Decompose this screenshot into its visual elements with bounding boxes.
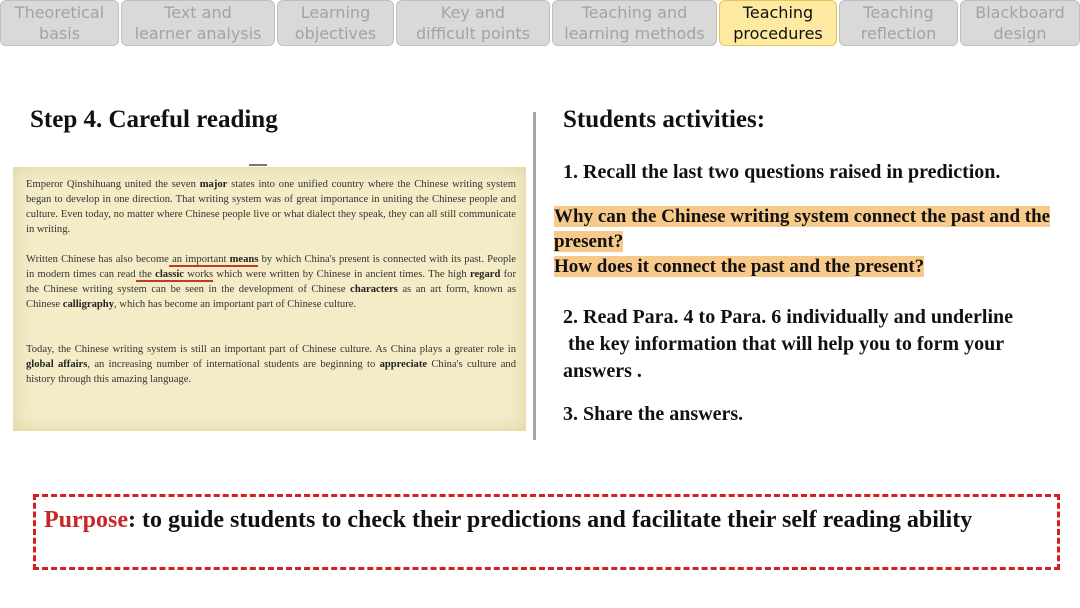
tab-teaching-reflection[interactable]: Teaching reflection xyxy=(839,0,958,46)
underline-important-means xyxy=(169,254,259,267)
tab-blackboard-design[interactable]: Blackboard design xyxy=(960,0,1080,46)
p2-text: by which China's present is connected with its past. People in modern times can read xyxy=(26,254,517,280)
p2-text: as an art form, known as Chinese xyxy=(26,284,516,310)
activities-title: Students activities: xyxy=(563,106,766,133)
p2-underlined: an important xyxy=(168,254,230,265)
activity-1: 1. Recall the last two questions raised in prediction. xyxy=(563,161,1001,183)
scan-mark xyxy=(249,164,267,166)
tab-teaching-procedures[interactable]: Teaching procedures xyxy=(719,0,837,46)
activity-2-line-1: 2. Read Para. 4 to Para. 6 individually and underline xyxy=(563,306,1014,328)
p2-keyword-means: means xyxy=(229,254,259,265)
p1-text: Emperor Qinshihuang united the seven xyxy=(26,179,200,190)
activity-3: 3. Share the answers. xyxy=(563,403,744,425)
purpose-text: : to guide students to check their predictions and facilitate their self reading ability xyxy=(128,507,973,533)
tab-key-difficult-points[interactable]: Key and difficult points xyxy=(396,0,550,46)
activity-2-line-3: answers . xyxy=(563,360,642,382)
p2-keyword-regard: regard xyxy=(469,269,501,280)
passage-paragraph-1 xyxy=(26,177,516,237)
p3-text: Today, the Chinese writing system is still an important part of Chinese culture. As China plays a greater role in xyxy=(26,344,516,355)
passage-paragraph-2 xyxy=(26,252,516,312)
question-1-highlight: Why can the Chinese writing system connect the past and the present? xyxy=(554,206,1051,252)
underline-classic-works xyxy=(136,269,214,282)
p2-text: Written Chinese has also become xyxy=(26,254,169,265)
question-2-highlight: How does it connect the past and the present? xyxy=(554,256,925,277)
tab-theoretical-basis[interactable]: Theoretical basis xyxy=(0,0,119,46)
tab-learning-objectives[interactable]: Learning objectives xyxy=(277,0,394,46)
p3-text: , an increasing number of international students are beginning to xyxy=(87,359,380,370)
p2-text: which were written by Chinese in ancient times. The high xyxy=(213,269,470,280)
purpose-box xyxy=(33,494,1060,570)
p2-underlined: the xyxy=(135,269,156,280)
textbook-passage-image xyxy=(13,167,526,431)
prediction-questions xyxy=(554,204,1054,279)
p3-keyword-global-affairs: global affairs xyxy=(26,359,88,370)
purpose-label: Purpose xyxy=(44,507,128,533)
p2-text: , which has become an important part of Chinese culture. xyxy=(114,299,357,310)
section-tab-bar xyxy=(0,0,1080,48)
p1-text-rest: states into one unified country where the Chinese writing system began to develop in one direction. That writing system was of great importance in uniting the Chinese people and culture. Even today, no matter where Chinese people live or what dialect they speak, they can all still communicate in writing. xyxy=(26,179,516,235)
p2-text: for the Chinese writing system can be seen in the development of Chinese xyxy=(26,269,517,295)
passage-paragraph-3 xyxy=(26,342,516,387)
p2-keyword-classic: classic xyxy=(155,269,184,280)
p2-keyword-characters: characters xyxy=(350,284,398,295)
tab-text-learner-analysis[interactable]: Text and learner analysis xyxy=(121,0,275,46)
step-title: Step 4. Careful reading xyxy=(30,106,278,133)
tab-teaching-learning-methods[interactable]: Teaching and learning methods xyxy=(552,0,717,46)
p3-text: China's culture and history through this amazing language. xyxy=(26,359,516,385)
p2-underlined: works xyxy=(183,269,214,280)
p1-keyword-major: major xyxy=(199,179,228,190)
column-divider xyxy=(533,112,536,440)
activity-2-line-2: the key information that will help you to form your xyxy=(563,333,1005,355)
p2-keyword-calligraphy: calligraphy xyxy=(62,299,114,310)
p3-keyword-appreciate: appreciate xyxy=(379,359,428,370)
